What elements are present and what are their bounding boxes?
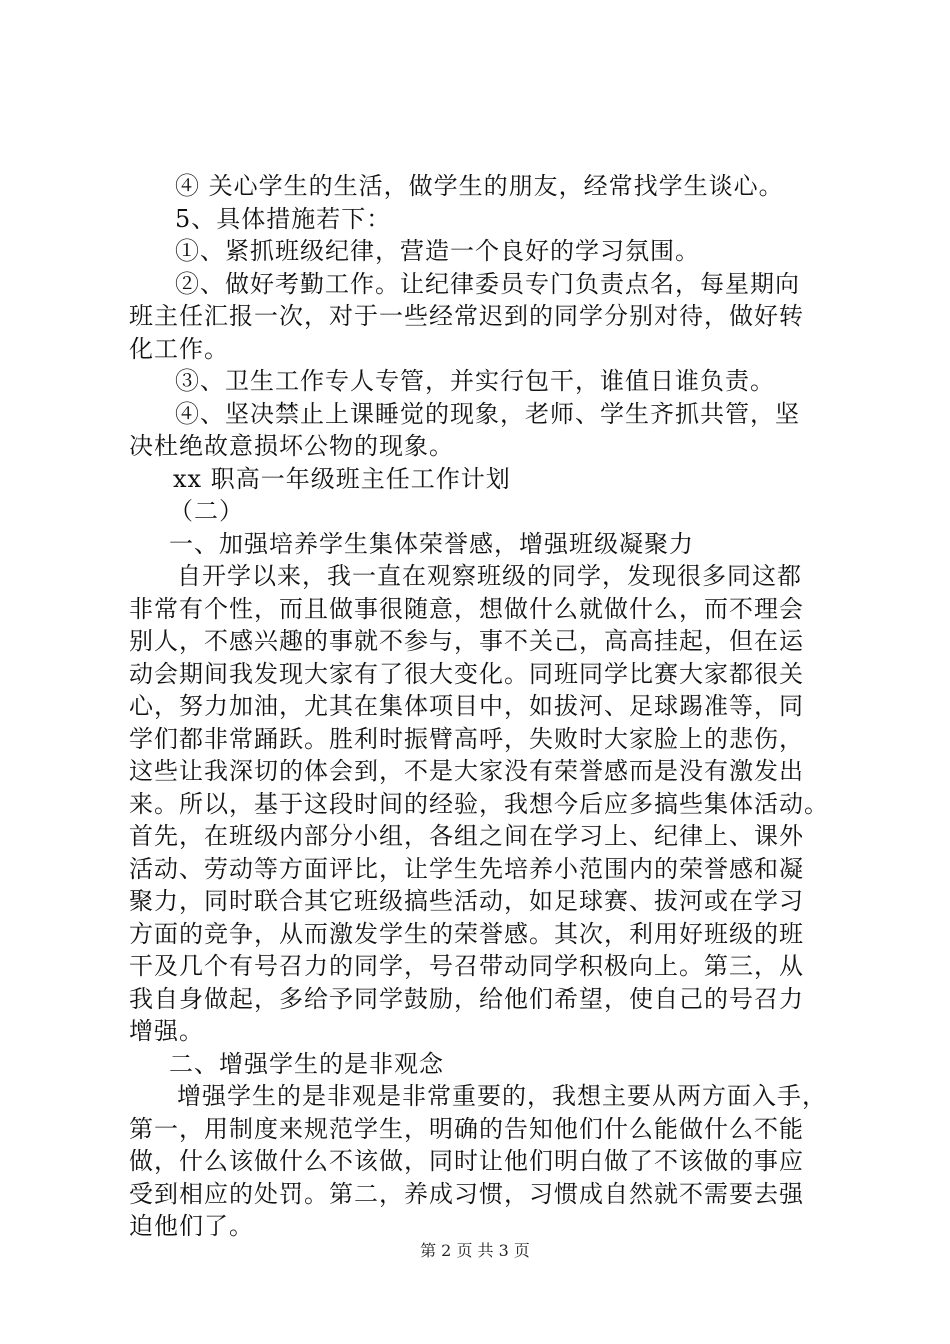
text-line: 干及几个有号召力的同学，号召带动同学积极向上。第三，从 — [129, 952, 804, 980]
page-number: 第 2 页 共 3 页 — [420, 1241, 530, 1260]
text-line: 班主任汇报一次，对于一些经常迟到的同学分别对待，做好转 — [129, 302, 804, 330]
text-line: ④ 关心学生的生活，做学生的朋友，经常找学生谈心。 — [175, 172, 784, 200]
text-line: 化工作。 — [129, 334, 229, 363]
text-line: 决杜绝故意损坏公物的现象。 — [129, 432, 454, 460]
section-heading: 一、加强培养学生集体荣誉感，增强班级凝聚力 — [169, 529, 694, 558]
text-line: 5、具体措施若下： — [175, 204, 392, 233]
document-body — [129, 170, 829, 1243]
text-line: 别人，不感兴趣的事就不参与，事不关己，高高挂起，但在运 — [129, 627, 804, 655]
text-line: 受到相应的处罚。第二，养成习惯，习惯成自然就不需要去强 — [129, 1179, 804, 1208]
text-line: 首先，在班级内部分小组，各组之间在学习上、纪律上、课外 — [129, 822, 804, 850]
text-line: 学们都非常踊跃。胜利时振臂高呼，失败时大家脸上的悲伤， — [129, 724, 804, 753]
text-line: ②、做好考勤工作。让纪律委员专门负责点名，每星期向 — [175, 269, 800, 298]
text-line: ③、卫生工作专人专管，并实行包干，谁值日谁负责。 — [175, 367, 775, 395]
text-line: 来。所以，基于这段时间的经验，我想今后应多搞些集体活动。 — [129, 789, 829, 818]
text-line: 动会期间我发现大家有了很大变化。同班同学比赛大家都很关 — [129, 659, 804, 688]
text-line: 心，努力加油，尤其在集体项目中，如拔河、足球踢准等，同 — [129, 692, 804, 720]
section-subtitle: （二） — [169, 497, 244, 525]
section-title: xx 职高一年级班主任工作计划 — [173, 464, 511, 493]
text-line: 迫他们了。 — [129, 1212, 254, 1240]
text-line: ④、坚决禁止上课睡觉的现象，老师、学生齐抓共管，坚 — [175, 399, 800, 428]
text-line: 活动、劳动等方面评比，让学生先培养小范围内的荣誉感和凝 — [129, 854, 804, 883]
text-line: 做，什么该做什么不该做，同时让他们明白做了不该做的事应 — [129, 1147, 804, 1175]
text-line: ①、紧抓班级纪律，营造一个良好的学习氛围。 — [175, 237, 700, 265]
text-line: 非常有个性，而且做事很随意，想做什么就做什么，而不理会 — [129, 594, 804, 623]
text-line: 方面的竞争，从而激发学生的荣誉感。其次，利用好班级的班 — [129, 919, 804, 948]
text-line: 自开学以来，我一直在观察班级的同学，发现很多同这都 — [177, 562, 802, 590]
text-line: 我自身做起，多给予同学鼓励，给他们希望，使自己的号召力 — [129, 984, 804, 1013]
text-line: 聚力，同时联合其它班级搞些活动，如足球赛、拔河或在学习 — [129, 887, 804, 915]
text-line: 增强学生的是非观是非常重要的，我想主要从两方面入手， — [177, 1082, 827, 1110]
text-line: 这些让我深切的体会到，不是大家没有荣誉感而是没有激发出 — [129, 757, 804, 785]
text-line: 第一，用制度来规范学生，明确的告知他们什么能做什么不能 — [129, 1114, 804, 1143]
text-line: 增强。 — [129, 1017, 204, 1045]
section-heading: 二、增强学生的是非观念 — [169, 1049, 444, 1078]
